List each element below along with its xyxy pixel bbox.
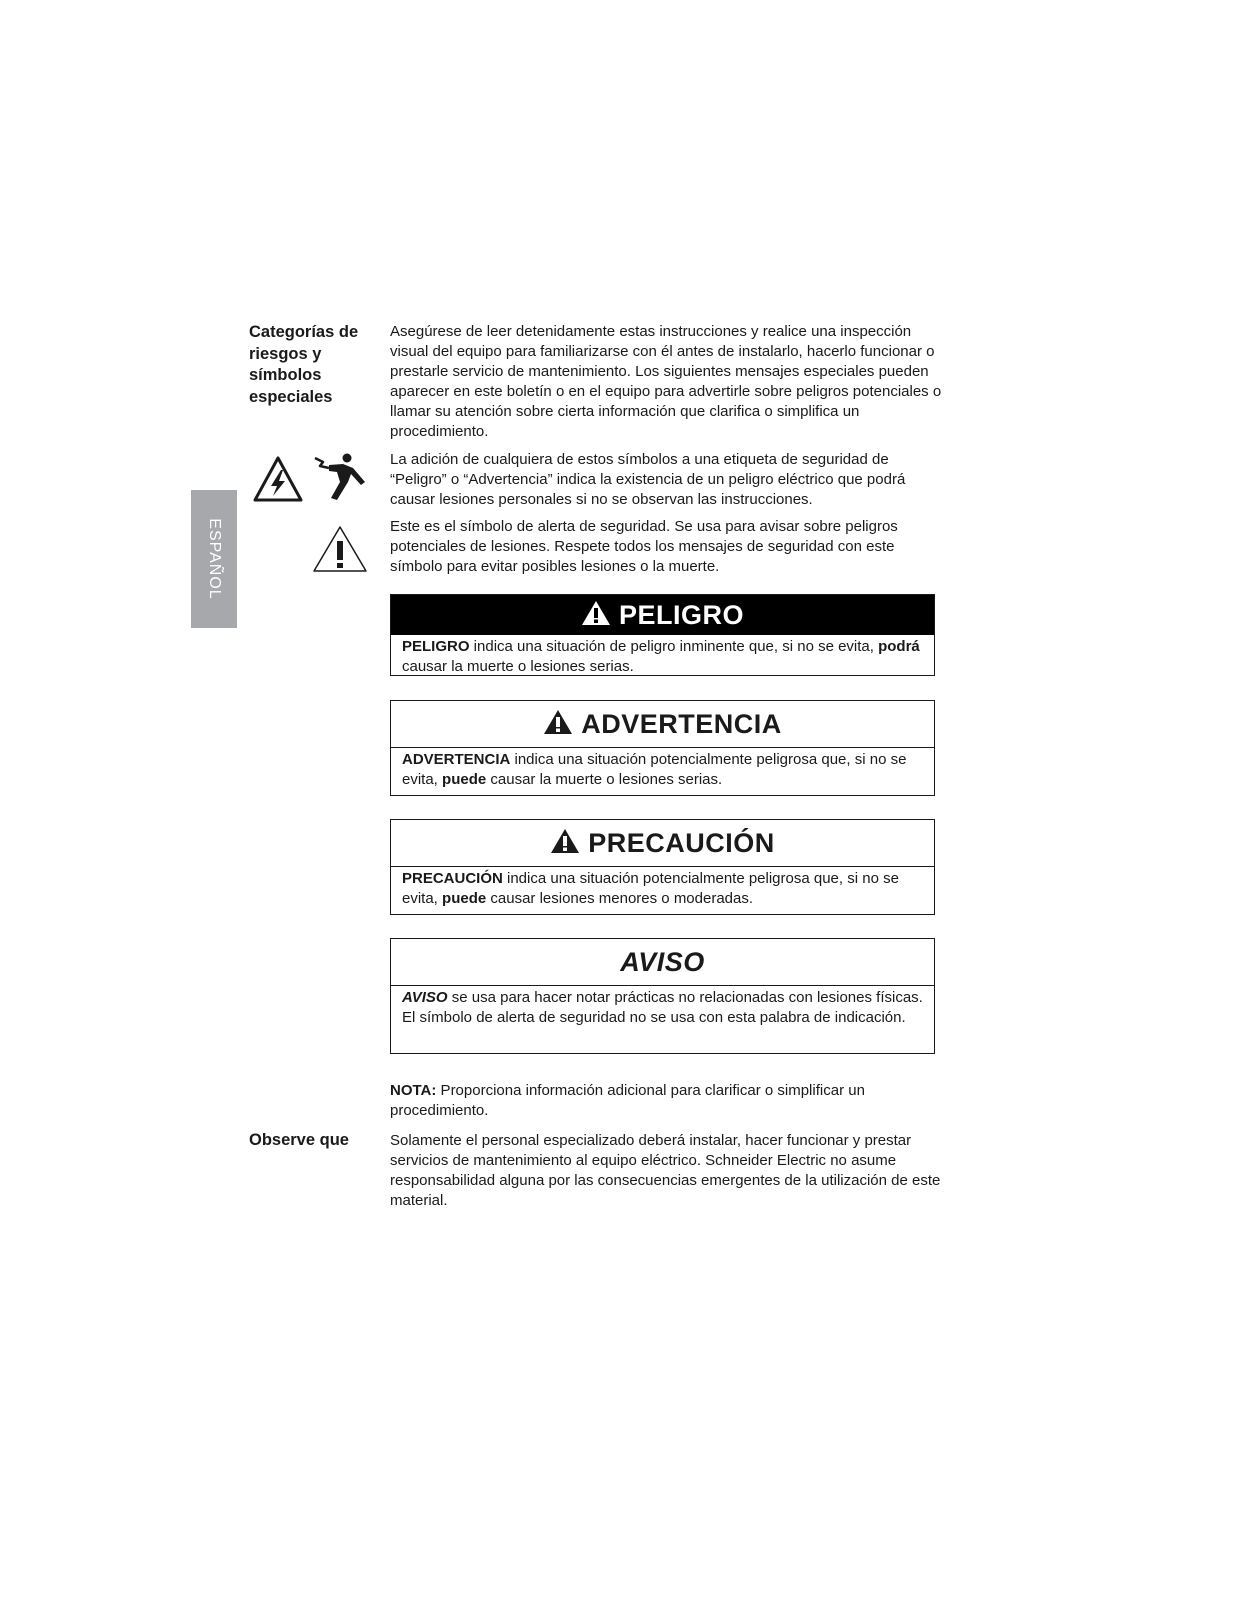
caution-text (391, 867, 934, 911)
warning-alert-icon (543, 709, 573, 735)
danger-lead: PELIGRO (402, 638, 470, 655)
observe-paragraph: Solamente el personal especializado deberá instalar, hacer funcionar y prestar servicios de mantenimiento al equipo eléctrico. Schneider Electric no asume responsabilidad alguna por las consecuencias emergentes de la utilización de este material. (390, 1132, 941, 1209)
caution-alert-icon (550, 828, 580, 854)
warning-box (390, 700, 935, 796)
caution-text-part2: causar lesiones menores o moderadas. (486, 890, 754, 907)
electric-shock-person-icon (313, 452, 369, 504)
section-heading-categories: Categorías de riesgos y símbolos especiales (249, 323, 359, 406)
note-label: NOTA: (390, 1082, 437, 1099)
safety-alert-icon (311, 524, 369, 574)
danger-box (390, 594, 935, 676)
warning-text (391, 748, 934, 792)
language-tab (191, 490, 237, 628)
notice-box (390, 938, 935, 1054)
language-tab-label: ESPAÑOL (206, 518, 223, 600)
danger-text-part2: causar la muerte o lesiones serias. (402, 658, 634, 675)
warning-header (391, 701, 934, 748)
warning-title: ADVERTENCIA (581, 709, 782, 739)
danger-header (391, 595, 934, 635)
warning-emphasis: puede (442, 771, 487, 788)
caution-text-part1: indica una situación potencialmente peligrosa que, si no se evita, (402, 870, 899, 907)
warning-text-part1: indica una situación potencialmente peligrosa que, si no se evita, (402, 751, 907, 788)
warning-lead: ADVERTENCIA (402, 751, 511, 768)
electric-hazard-triangle-icon (252, 455, 304, 503)
intro-paragraph: Asegúrese de leer detenidamente estas instrucciones y realice una inspección visual del equipo para familiarizarse con él antes de instalarlo, hacerlo funcionar o prestarle servicio de mantenimiento. Los siguientes mensajes especiales pueden aparecer en este boletín o en el equipo para advertirle sobre peligros potenciales o llamar su atención sobre cierta información que clarifica o simplifica un procedimiento. (390, 323, 942, 440)
danger-emphasis: podrá (878, 638, 920, 655)
electric-symbols-paragraph: La adición de cualquiera de estos símbolos a una etiqueta de seguridad de “Peligro” o “Advertencia” indica la existencia de un peligro eléctrico que podrá causar lesiones personales si no se observan las instrucciones. (390, 451, 906, 508)
danger-text (391, 635, 934, 679)
notice-lead: AVISO (402, 989, 448, 1006)
danger-alert-icon (581, 600, 611, 626)
note-paragraph (390, 1081, 942, 1121)
section-heading-observe: Observe que (249, 1131, 349, 1149)
caution-title: PRECAUCIÓN (588, 828, 775, 858)
caution-box (390, 819, 935, 915)
warning-text-part2: causar la muerte o lesiones serias. (486, 771, 723, 788)
caution-header (391, 820, 934, 867)
notice-title: AVISO (620, 947, 705, 977)
danger-text-part1: indica una situación de peligro inminente que, si no se evita, (469, 638, 879, 655)
danger-title: PELIGRO (618, 600, 744, 630)
alert-symbol-paragraph: Este es el símbolo de alerta de seguridad. Se usa para avisar sobre peligros potenciales de lesiones. Respete todos los mensajes de seguridad con este símbolo para evitar posibles lesiones o la muerte. (390, 518, 898, 575)
note-text: Proporciona información adicional para clarificar o simplificar un procedimiento. (390, 1082, 865, 1119)
caution-lead: PRECAUCIÓN (402, 870, 503, 887)
notice-text (391, 986, 934, 1030)
caution-emphasis: puede (442, 890, 487, 907)
notice-header (391, 939, 934, 986)
notice-text-part1: se usa para hacer notar prácticas no relacionadas con lesiones físicas. El símbolo de alerta de seguridad no se usa con esta palabra de indicación. (402, 989, 923, 1026)
